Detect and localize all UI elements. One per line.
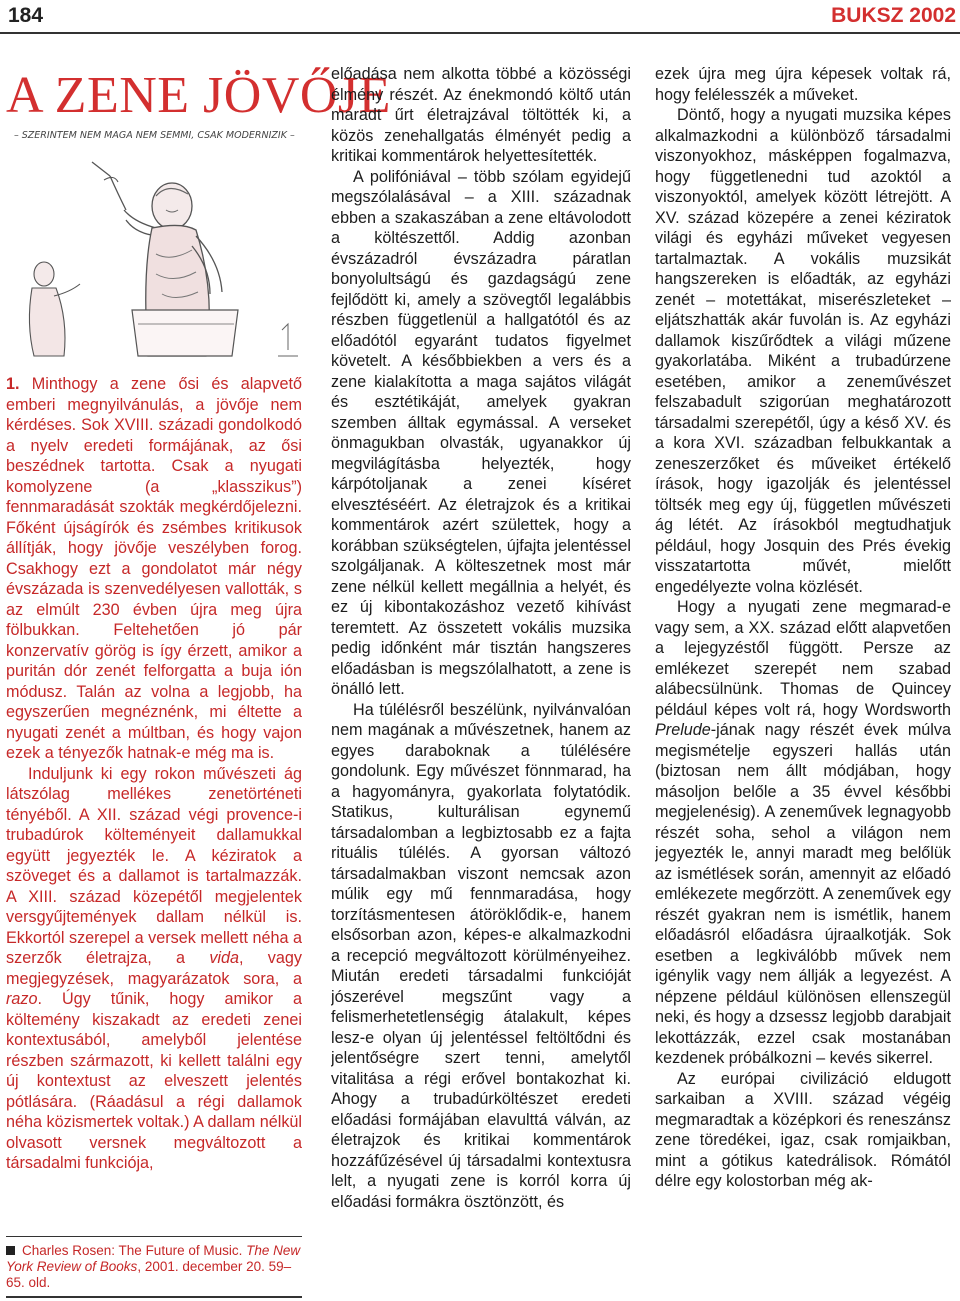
header-rule xyxy=(0,32,960,34)
paragraph xyxy=(6,764,302,1174)
paragraph: A polifóniával – több szólam egyidejű megszólalásával – a XIII. századnak ebben a szakaszában a zene eltávolodott a költészettől. Addig azonban évszázadról évszázadra páratlan bonyolultságú és gazdagságú zene fejlődött ki, amely a szövegtől legalábbis részben függetlenül a hallgatótól és az előadótól egyaránt tudatos figyelmet követelt. A későbbiekben a vers és a zene kialakította a maga sajátos világát és esztétikáját, amelyek gyakran szemben álltak egymással. A verseket önmagukban olvasták, ugyanakkor új megvilágításba helyezték, hogy kárpótoljanak a zenei kíséret elvesztéséért. Az életrajzok és a kritikai kommentárok azért születtek, hogy a korábban szükségtelen, újfajta jelentéssel szolgáljanak. A költeszetnek most már zene nélkül kellett megállnia a helyét, és ez új kibontakozáshoz vezető kihívást teremtett. Az összetett vokális muzsika pedig időnként már tisztán hangszeres előadásban is megszólalhatott, a zene is önálló lett. xyxy=(331,167,631,698)
page-number: 184 xyxy=(8,4,44,27)
section-number: 1. xyxy=(6,375,20,393)
paragraph: Ha túlélésről beszélünk, nyilvánvalóan nem magának a művészetnek, hanem az egyes daraboknak a túlélésére gondolunk. Egy művészet fönnmarad, ha a hagyományra, gyakorlata folytatódik. Statikus, kulturálisan egynemű társadalomban a legbiztosabb ez a fajta rituális túlélés. A gyorsan változó társadalmakban viszont nemcsak azon múlik egy mű fennmaradása, hogy torzításmentesen átöröklődik-e, hanem elsősorban azon, képes-e alkalmazkodni a recepció megváltozott körülményeihez. Miután eredeti társadalmi funkcióját jószerével megszűnt vagy a felismerhetetlenségig átalakult, képes lesz-e olyan új jelentéssel feltöltődni és jelentőségre szert tenni, amelytől vitalitása a régi erővel bontakozhat ki. Ahogy a trubadúrköltészet eredeti előadási formájában elavulttá válván, az életrajzok és kritikai kommentárok hozzáfűzésével új társadalmi kontextusra lelt, a nyugati zene is korról korra új előadási formákra ösztönzött, és xyxy=(331,700,631,1211)
paragraph-text: Hogy a nyugati zene megmarad-e vagy sem, a XX. század előtt alapvetően a lejegyzéstől függött. Persze az emlékezet szerepét nem szabad alábecsülnünk. Thomas de Quincey például képes volt rá, hogy Wordsworth xyxy=(655,598,951,719)
paragraph-text: , vagy megjegyzések, magyarázatok sora, a xyxy=(6,949,302,988)
paragraph: Az európai civilizáció eldugott sarkaiban a XVIII. század végéig megmaradtak a középkori és reneszánsz zene töredékei, igaz, csak romjaikban, mint a gótikus katedrálisok. Rómától délre egy kolostorban még ak- xyxy=(655,1069,951,1190)
column-2 xyxy=(331,64,631,1296)
italic-term: vida xyxy=(209,949,240,967)
paragraph-text: . Úgy tűnik, hogy amikor a költemény kiszakadt az eredeti zenei kontextusából, amelyből jelentése részben származott, ki kellett találni egy új kontextust az elveszett jelentés pótlására. (Ráadásul a régi dallamok néha közismertek voltak.) A dallam nélkül olvasott versnek megváltozott a társadalmi funkciója, xyxy=(6,990,302,1172)
paragraph xyxy=(6,374,302,764)
italic-term: Prelude xyxy=(655,721,711,739)
paragraph-text: Minthogy a zene ősi és alapvető emberi megnyilvánulás, a jövője nem kérdéses. Sok XVIII. századi gondolkodó a nyelv eredeti formájának, az ősi beszédnek tartotta. Csak a nyugati komolyzene (a „klasszikus”) fennmaradását szokták megkérdőjelezni. Főként újságírók és zsémbes kritikusok állítják, hogy jövője veszélyben forog. Csakhogy ezt a gondolatot már négy évszázada is szenvedélyesen vallották, s az elmúlt 230 évben újra meg újra fölbukkan. Feltehetően jó pár konzervatív görög is így érzett, amikor a puritán dór zenét felforgatta a buja ión módusz. Talán az volna a legjobb, ha egyszerűen megnéznénk, mi éltette a nyugati zenét a múltban, és hogy vajon ezek a tényezők hatnak-e még ma is. xyxy=(6,375,302,762)
paragraph: előadása nem alkotta többé a közösségi élmény részét. Az énekmondó költő után maradt űrt életrajzával töltötték ki, a közös zenehallgatás élményét pedig a kritikai kommentárok helyettesítették. xyxy=(331,65,631,165)
article-title: A ZENE JÖVŐJE xyxy=(6,67,391,124)
paragraph: Döntő, hogy a nyugati muzsika képes alkalmazkodni a különböző társadalmi viszonyokhoz, másképpen fogalmazva, hogy függetlenedni tud azoktól a viszonyoktól, amelyek között létrejött. A XV. század közepére a zenei kéziratok világi és egyházi műveket vegyesen tartalmaztak. A vokális muzsikát hangszereken is előadták, az egyházi zenét – motettákat, miserészleteket – eljátszhatták akár fuvolán is. Az egyházi dallamok kiszűrődtek a világi műzene gyakorlatába. Miként a trubadúrzene esetében, amikor a zeneművészet felszabadult szigorúan meghatározott társadalmi szerepétől, úgy a késő XV. és a kora XVI. században felbukkantak a zeneszerzőket és műveiket értékelő írások, hogy igazolják és jelentéssel töltsék meg egy új, független művészeti ág létét. Az írásokból megtudhatjuk például, hogy Josquin des Prés évekig visszatartotta művét, mielőtt engedélyezte volna közlését. xyxy=(655,106,951,596)
footnote-source: The New York Review of Books xyxy=(6,1243,301,1274)
journal-name: BUKSZ 2002 xyxy=(831,4,956,27)
conductor-cartoon xyxy=(6,124,306,362)
square-bullet-icon xyxy=(6,1246,15,1255)
cartoon-caption: – SZERINTEM NEM MAGA NEM SEMMI, CSAK MODERNIZIK – xyxy=(14,130,295,141)
footnote xyxy=(6,1243,302,1291)
footnote-text: , 2001. december 20. 59–65. old. xyxy=(6,1259,292,1290)
column-3 xyxy=(655,64,951,1296)
footnote-text: Charles Rosen: The Future of Music. xyxy=(22,1243,247,1258)
column-1 xyxy=(6,374,302,1229)
italic-term: razo xyxy=(6,990,38,1008)
page-header xyxy=(0,0,960,30)
bottom-rule xyxy=(6,1296,302,1298)
paragraph xyxy=(655,597,951,1069)
paragraph-text: Induljunk ki egy rokon művészeti ág látszólag mellékes zenetörténeti tényéből. A XII. század végi provence-i trubadúrok költeményeit dallamukkal együtt jegyezték le. A kéziratok a szöveget és a dallamot is tartalmazzák. A XIII. század közepétől megjelentek versgyűjtemények dallam nélkül is. Ekkortól szerepel a versek mellett néha a szerzők életrajza, a xyxy=(6,764,302,967)
footnote-rule xyxy=(6,1236,302,1237)
paragraph: ezek újra meg újra képesek voltak rá, hogy felélesszék a műveket. xyxy=(655,65,951,104)
paragraph-text: -jának nagy részét évek múlva megismételje egyszeri hallás után (biztosan nem állt módjában, hogy másoljon belőle a 35 évvel későbbi megjelenésig). A zeneművek legnagyobb részét soha, sehol a világon nem jegyezték le, annyi maradt meg belőlük az ismétlések során, amennyit az előadó emlékezete megőrzött. A zeneművek egy részét gyakran nem is ismétlik, hanem előadásról előadásra újraalkotják. Sok esetben a legkiválóbb művek nem igénylik vagy nem állják a legyezést. A népzene például különösen ellenszegül neki, és hogy a dzsessz legjobb darabjait lekottázzák, ezzel csak mostanában kezdenek próbálkozni – kevés sikerrel. xyxy=(655,721,951,1067)
